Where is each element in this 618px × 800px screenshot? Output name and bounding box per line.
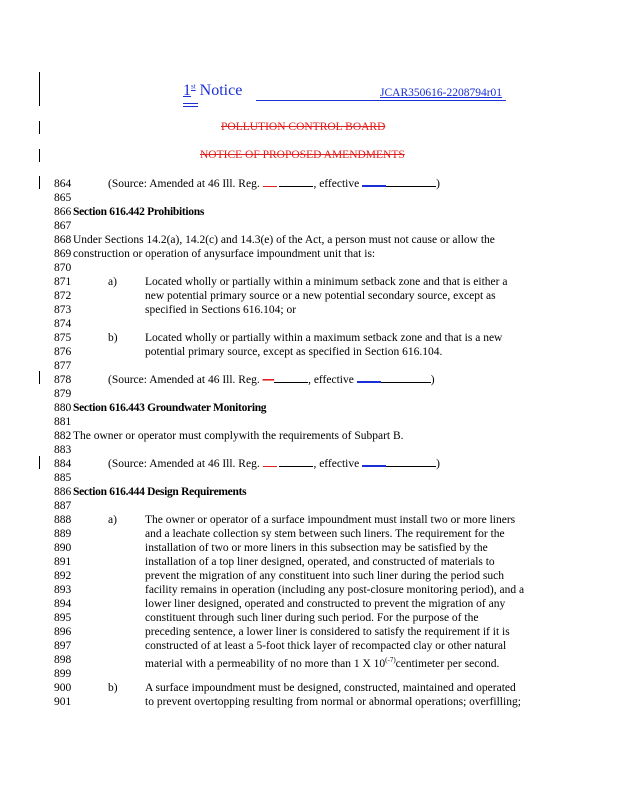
subsection-label: b) (108, 332, 118, 344)
header-underline (183, 106, 198, 107)
section-heading: Section 616.442 Prohibitions (73, 206, 204, 218)
date-blank (386, 466, 436, 467)
line-number: 887 (54, 500, 72, 512)
reg-blank (279, 466, 313, 467)
source-effective: , effective (308, 374, 354, 386)
change-bar (39, 121, 40, 134)
line-number: 896 (54, 626, 72, 638)
paragraph-line: prevent the migration of any constituent into such liner during the period such (145, 570, 504, 582)
paragraph-line: installation of two or more liners in this subsection may be satisfied by the (145, 542, 488, 554)
line-number: 899 (54, 668, 72, 680)
source-close: ) (430, 374, 435, 386)
deleted-reg-blank (263, 186, 277, 187)
paragraph-line: construction or operation of anysurface impoundment unit that is: (73, 248, 376, 260)
source-note (108, 177, 440, 191)
paragraph-line: constructed of at least a 5-foot thick layer of recompacted clay or other natural (145, 640, 507, 652)
paragraph-line: and a leachate collection sy stem between such liners. The requirement for the (145, 528, 505, 540)
paragraph-line: The owner or operator of a surface impoundment must install two or more liners (145, 514, 516, 526)
jcar-code: JCAR350616-2208794r01 (380, 87, 503, 99)
line-number: 868 (54, 234, 72, 246)
paragraph-line: potential primary source, except as specified in Section 616.104. (145, 346, 443, 358)
paragraph-line (145, 653, 499, 671)
paragraph-line: lower liner designed, operated and constructed to prevent the migration of any (145, 598, 506, 610)
line-number: 865 (54, 192, 72, 204)
board-title: POLLUTION CONTROL BOARD (221, 121, 386, 133)
line-number: 864 (54, 178, 72, 190)
change-bar (39, 371, 40, 384)
deleted-reg-blank (263, 466, 277, 467)
change-bar (39, 149, 40, 162)
paragraph-line: The owner or operator must complywith the requirements of Subpart B. (73, 430, 404, 442)
notice-number: 1 (183, 82, 191, 99)
source-prefix: (Source: Amended at 46 Ill. Reg. (108, 458, 260, 470)
line-number: 877 (54, 360, 72, 372)
line-number: 901 (54, 696, 72, 708)
line-number: 888 (54, 514, 72, 526)
line-number: 882 (54, 430, 72, 442)
line-number: 874 (54, 318, 72, 330)
line-number: 883 (54, 444, 72, 456)
source-note (108, 457, 440, 471)
line-number: 879 (54, 388, 72, 400)
deleted-reg-dash: — (262, 374, 275, 386)
line-number: 893 (54, 584, 72, 596)
line-number: 875 (54, 332, 72, 344)
subsection-label: b) (108, 682, 118, 694)
line-number: 876 (54, 346, 72, 358)
line-number: 885 (54, 472, 72, 484)
section-heading: Section 616.443 Groundwater Monitoring (73, 402, 267, 414)
permeability-text: material with a permeability of no more than 1 X 10 (145, 657, 386, 670)
source-close: ) (436, 458, 440, 470)
line-number: 892 (54, 570, 72, 582)
notice-header (183, 82, 242, 100)
change-bar (39, 72, 40, 106)
line-number: 884 (54, 458, 72, 470)
paragraph-line: A surface impoundment must be designed, constructed, maintained and operated (145, 682, 516, 694)
date-blank (386, 186, 436, 187)
line-number: 881 (54, 416, 72, 428)
line-number: 873 (54, 304, 72, 316)
source-prefix: (Source: Amended at 46 Ill. Reg. (108, 374, 260, 386)
line-number: 880 (54, 402, 72, 414)
source-effective: , effective (313, 458, 360, 470)
paragraph-line: specified in Sections 616.104; or (145, 304, 297, 316)
paragraph-line: to prevent overtopping resulting from normal or abnormal operations; overfilling; (145, 696, 521, 708)
reg-blank (274, 382, 308, 383)
change-bar (39, 176, 40, 189)
line-number: 900 (54, 682, 72, 694)
header-rule (256, 100, 506, 101)
inserted-date-blank (362, 465, 386, 467)
line-number: 898 (54, 654, 72, 666)
line-number: 866 (54, 206, 72, 218)
line-number: 867 (54, 220, 72, 232)
source-note (108, 373, 435, 387)
inserted-date-blank (357, 381, 381, 383)
change-bar (39, 456, 40, 469)
subsection-label: a) (108, 276, 117, 288)
line-number: 895 (54, 612, 72, 624)
paragraph-line: Under Sections 14.2(a), 14.2(c) and 14.3(e) of the Act, a person must not cause or allow the (73, 234, 495, 246)
permeability-unit: centimeter per second. (395, 657, 500, 670)
line-number: 897 (54, 640, 72, 652)
inserted-date-blank (362, 185, 386, 187)
source-effective: , effective (313, 178, 360, 190)
notice-title: NOTICE OF PROPOSED AMENDMENTS (200, 149, 405, 161)
paragraph-line: installation of a top liner designed, operated, and constructed of materials to (145, 556, 495, 568)
notice-label: Notice (199, 82, 243, 99)
source-prefix: (Source: Amended at 46 Ill. Reg. (108, 178, 260, 190)
line-number: 878 (54, 374, 72, 386)
line-number: 870 (54, 262, 72, 274)
line-number: 871 (54, 276, 72, 288)
paragraph-line: new potential primary source or a new potential secondary source, except as (145, 290, 496, 302)
line-number: 894 (54, 598, 72, 610)
header-underline (183, 103, 198, 104)
paragraph-line: facility remains in operation (including any post-closure monitoring period), and a (145, 584, 525, 596)
line-number: 869 (54, 248, 72, 260)
line-number: 891 (54, 556, 72, 568)
line-number: 890 (54, 542, 72, 554)
source-close: ) (436, 178, 440, 190)
paragraph-line: Located wholly or partially within a maximum setback zone and that is a new (145, 332, 503, 344)
subsection-label: a) (108, 514, 117, 526)
section-heading: Section 616.444 Design Requirements (73, 486, 247, 498)
paragraph-line: Located wholly or partially within a minimum setback zone and that is either a (145, 276, 508, 288)
line-number: 886 (54, 486, 72, 498)
paragraph-line: preceding sentence, a lower liner is considered to satisfy the requirement if it is (145, 626, 510, 638)
reg-blank (279, 186, 313, 187)
paragraph-line: constituent through such liner during such period. For the purpose of the (145, 612, 479, 624)
date-blank (381, 382, 431, 383)
notice-superscript: st (191, 82, 196, 91)
exponent: (-7) (385, 656, 396, 664)
line-number: 889 (54, 528, 72, 540)
line-number: 872 (54, 290, 72, 302)
